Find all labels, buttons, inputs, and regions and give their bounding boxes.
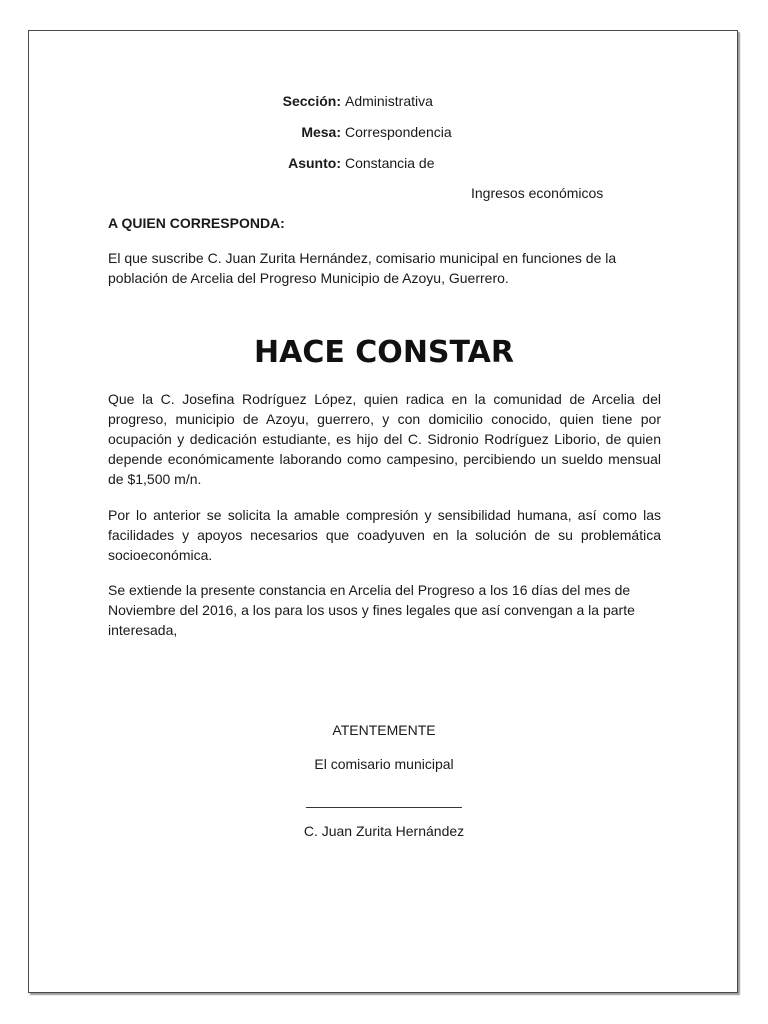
asunto-label: Asunto:	[288, 155, 341, 171]
asunto-value-line1: Constancia de	[345, 155, 435, 171]
seccion-value: Administrativa	[345, 93, 433, 109]
body-paragraph-3: Se extiende la presente constancia en Arcelia del Progreso a los 16 días del mes de Noviembre del 2016, a los para los usos y fines legales que así convengan a la parte interesada,	[108, 582, 635, 638]
body-paragraph-1: Que la C. Josefina Rodríguez López, quien radica en la comunidad de Arcelia del progreso, municipio de Azoyu, guerrero, y con domicilio conocido, quien tiene por ocupación y dedicación estudiante, es hijo del C. Sidronio Rodríguez Liborio, de quien depende económicamente laborando como campesino, percibiendo un sueldo mensual de $1,500 m/n.	[108, 391, 661, 487]
seccion-label: Sección:	[282, 93, 341, 109]
document-page	[28, 30, 738, 993]
signatory-name: C. Juan Zurita Hernández	[303, 823, 465, 839]
document-title: HACE CONSTAR	[254, 335, 514, 370]
signature-line: ____________________	[306, 792, 462, 808]
asunto-value-line2: Ingresos económicos	[471, 185, 604, 201]
closing-salutation: ATENTEMENTE	[332, 722, 436, 738]
mesa-label: Mesa:	[301, 124, 341, 140]
greeting: A QUIEN CORRESPONDA:	[108, 215, 285, 231]
body-paragraph-2: Por lo anterior se solicita la amable compresión y sensibilidad humana, así como las facilidades y apoyos necesarios que coadyuven en la solución de su problemática socioeconómica.	[108, 507, 661, 563]
mesa-value: Correspondencia	[345, 124, 452, 140]
asunto-continuation-row	[471, 184, 603, 202]
intro-paragraph: El que suscribe C. Juan Zurita Hernández, comisario municipal en funciones de la población de Arcelia del Progreso Municipio de Azoyu, Guerrero.	[108, 250, 617, 286]
closing-role: El comisario municipal	[314, 756, 454, 772]
